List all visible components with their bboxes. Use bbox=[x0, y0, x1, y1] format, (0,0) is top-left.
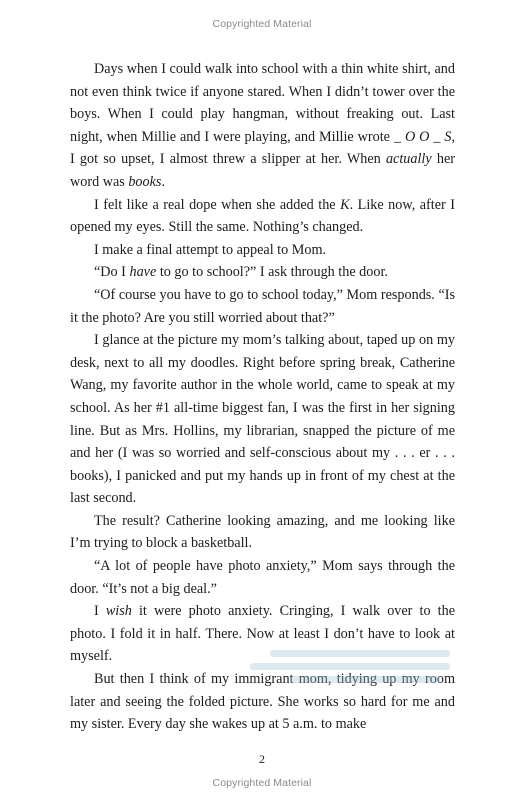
paragraph: “Of course you have to go to school today,” Mom responds. “Is it the photo? Are you still worried about that?” bbox=[70, 286, 455, 326]
paragraph: I felt like a real dope when she added the K. Like now, after I opened my eyes. Still the same. Nothing’s changed. bbox=[70, 196, 455, 236]
paragraph: “Do I have to go to school?” I ask through the door. bbox=[94, 264, 388, 281]
paragraph: The result? Catherine looking amazing, and me looking like I’m trying to block a basketball. bbox=[70, 512, 455, 552]
body-text bbox=[70, 58, 455, 736]
paragraph: “A lot of people have photo anxiety,” Mom says through the door. “It’s not a big deal.” bbox=[70, 558, 455, 597]
paragraph: But then I think of my immigrant mom, tidying up my room later and seeing the folded picture. She works so hard for me and my sister. Every day she wakes up at 5 a.m. to make bbox=[70, 671, 455, 733]
copyright-header: Copyrighted Material bbox=[212, 18, 312, 30]
paragraph: I wish it were photo anxiety. Cringing, I walk over to the photo. I fold it in half. There. Now at least I don’t have to look at myself. bbox=[70, 603, 455, 665]
paragraph: I make a final attempt to appeal to Mom. bbox=[94, 241, 327, 258]
paragraph: I glance at the picture my mom’s talking about, taped up on my desk, next to all my doodles. Right before spring break, Catherine Wang, my favorite author in the whole world, came to speak at my school. As her #1 all-time biggest fan, I was the first in her signing line. But as Mrs. Hollins, my librarian, snapped the picture of me and her (I was so worried and self-conscious about my . . . er . . . books), I panicked and put my hands up in front of my chest at the last second. bbox=[70, 332, 455, 507]
paragraph: Days when I could walk into school with a thin white shirt, and not even think twice if anyone stared. When I didn’t tower over the boys. When I could play hangman, without freaking out. Last night, when Millie and I were playing, and Millie wrote _ O O _ S, I got so upset, I almost threw a slipper at her. When actually her word was books. bbox=[70, 61, 455, 190]
page-number: 2 bbox=[259, 752, 265, 766]
copyright-footer: Copyrighted Material bbox=[212, 777, 312, 789]
